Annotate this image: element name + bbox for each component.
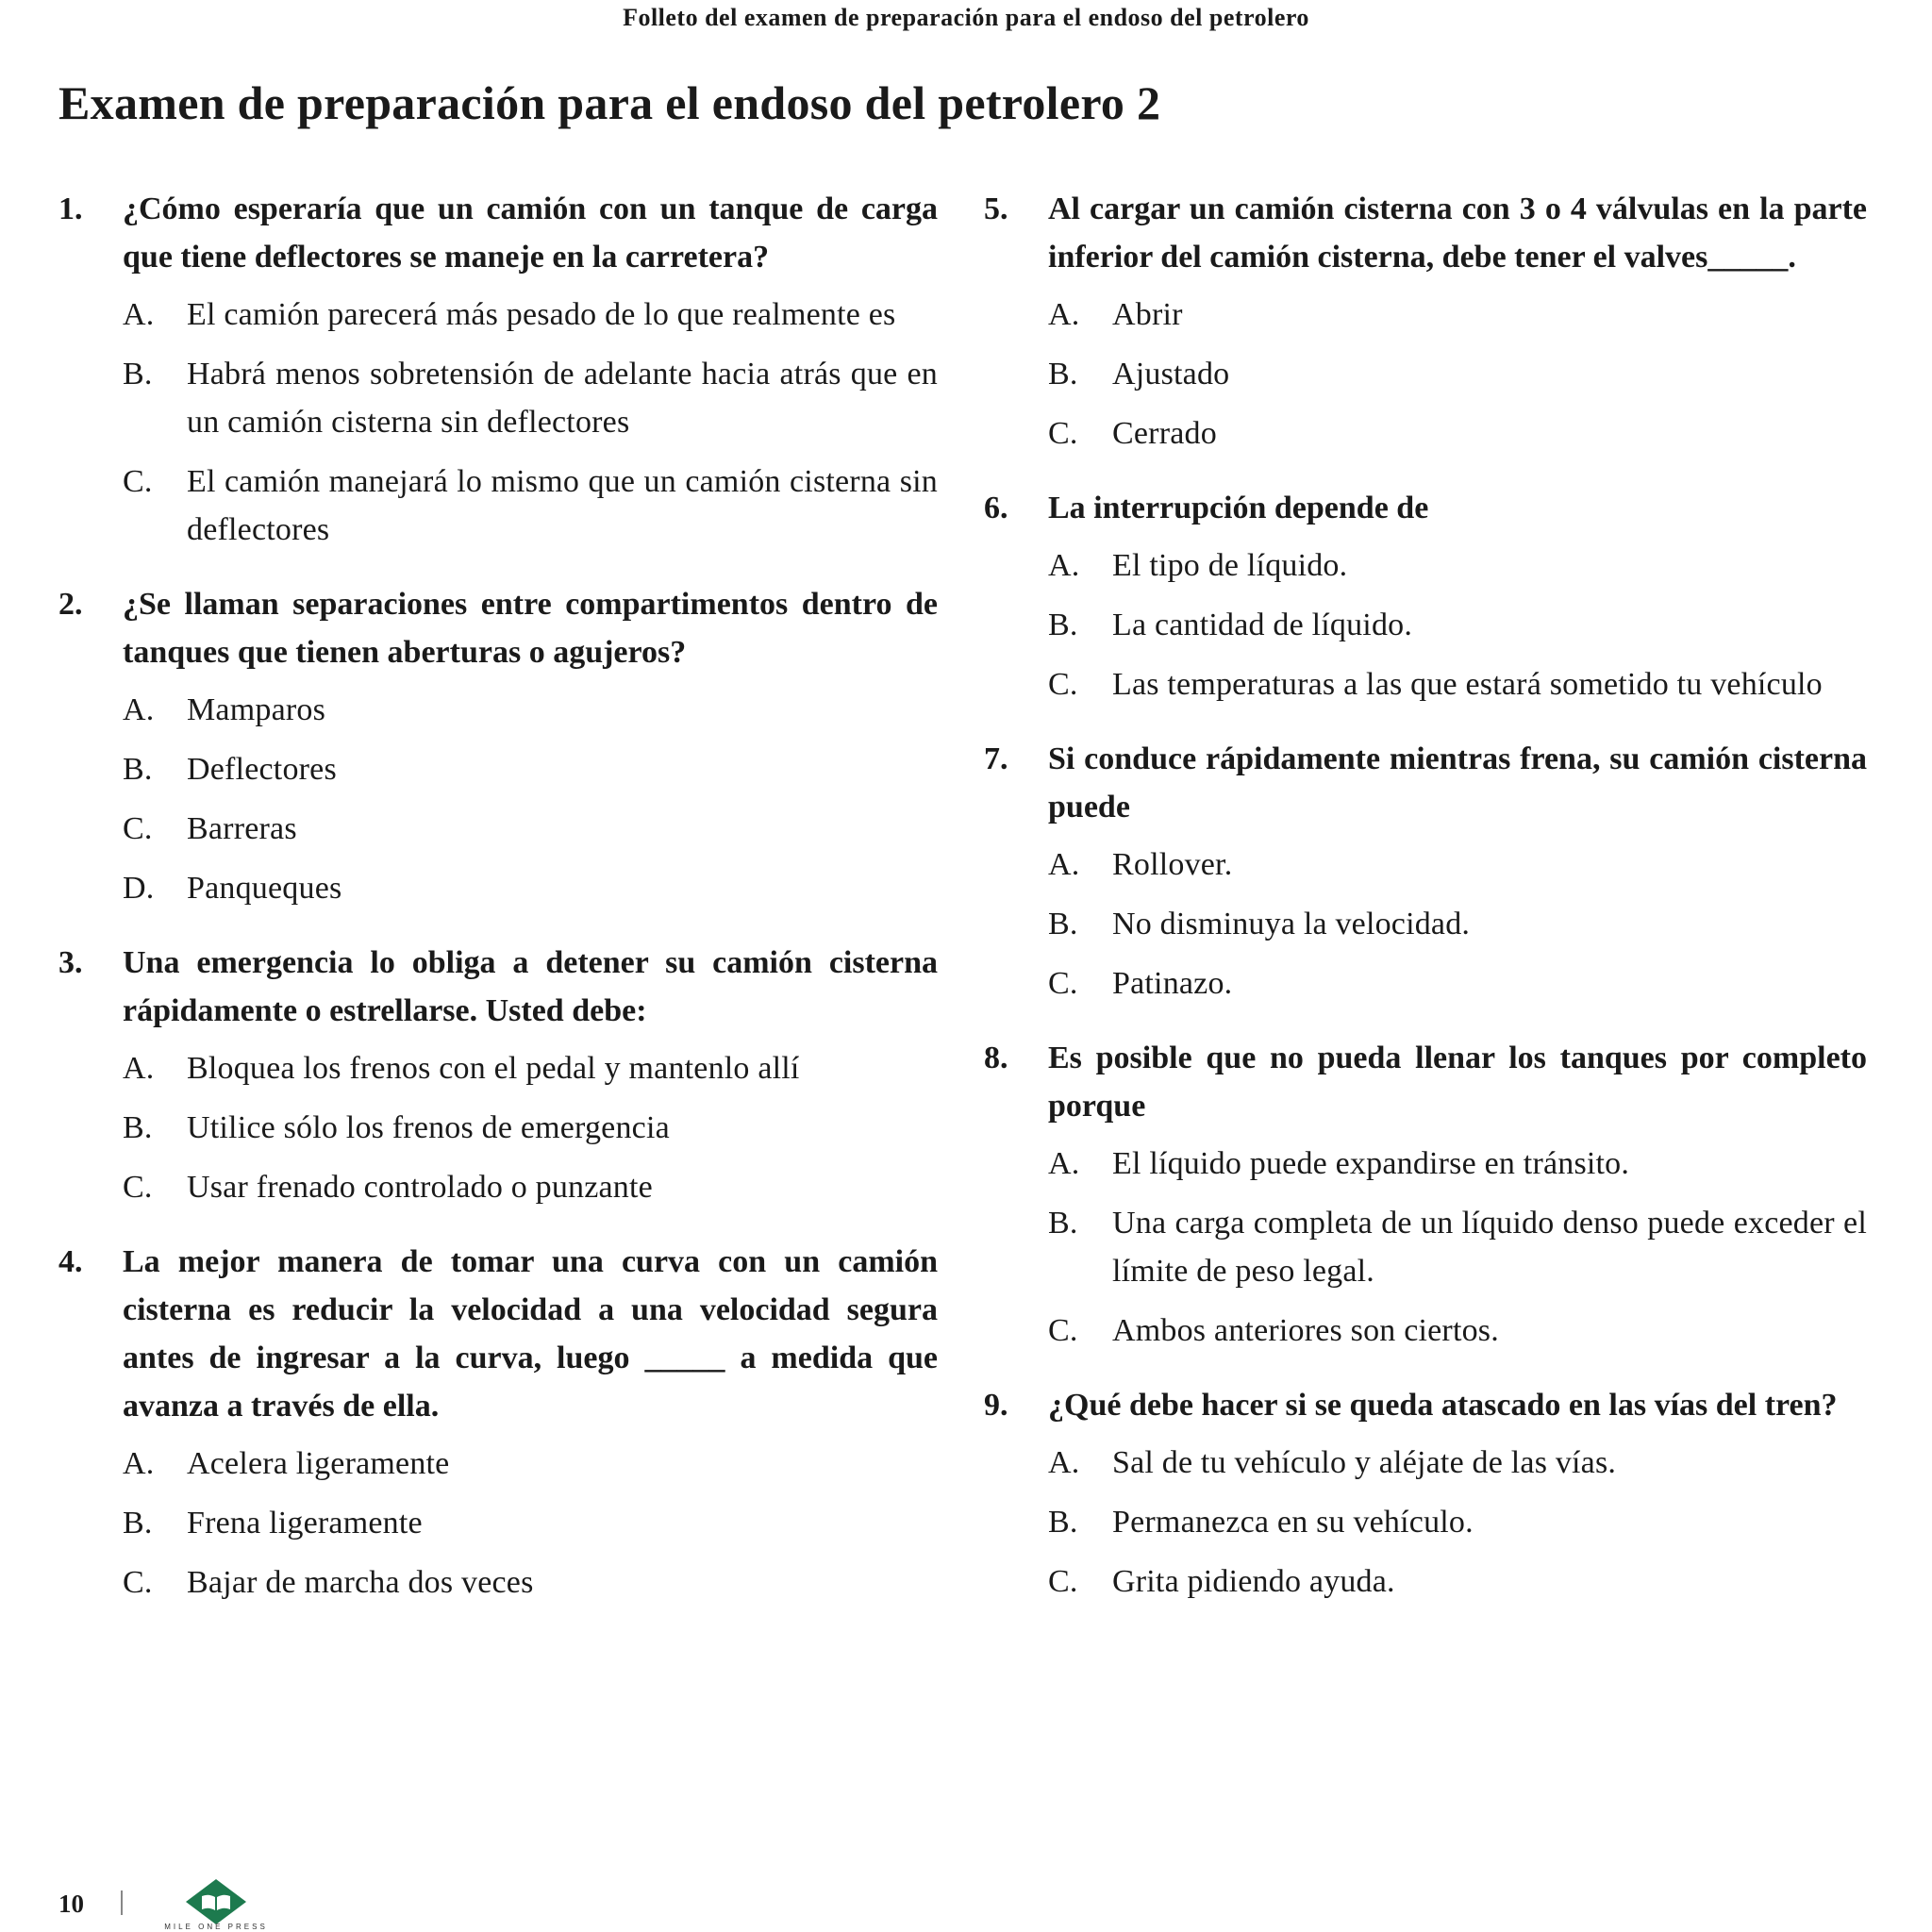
option-letter: B. bbox=[1048, 907, 1078, 941]
option-letter: D. bbox=[123, 871, 155, 906]
question-text: ¿Cómo esperaría que un camión con un tanque de carga que tiene deflectores se maneje en la carretera? bbox=[123, 192, 938, 275]
option-text: Mamparos bbox=[187, 692, 326, 727]
option-text: Patinazo. bbox=[1112, 966, 1233, 1001]
option-b bbox=[58, 350, 938, 446]
logo-book-left bbox=[202, 1895, 215, 1910]
question-number: 3. bbox=[58, 945, 83, 980]
option-letter: C. bbox=[123, 1565, 153, 1600]
options-list bbox=[984, 1439, 1867, 1606]
option-text: Acelera ligeramente bbox=[187, 1446, 450, 1481]
option-c bbox=[984, 1307, 1867, 1355]
option-letter: A. bbox=[1048, 548, 1080, 583]
question-2 bbox=[58, 580, 938, 912]
option-letter: C. bbox=[123, 811, 153, 846]
question-text: Es posible que no pueda llenar los tanques por completo porque bbox=[1048, 1041, 1867, 1124]
option-text: Grita pidiendo ayuda. bbox=[1112, 1564, 1395, 1599]
option-letter: A. bbox=[123, 1446, 155, 1481]
option-text: El camión manejará lo mismo que un camión cisterna sin deflectores bbox=[187, 464, 938, 547]
options-list bbox=[984, 841, 1867, 1008]
question-number: 5. bbox=[984, 192, 1008, 226]
option-c bbox=[984, 409, 1867, 458]
page-number: 10 bbox=[58, 1890, 84, 1918]
question-text: ¿Se llaman separaciones entre compartimentos dentro de tanques que tienen aberturas o agujeros? bbox=[123, 587, 938, 670]
options-list bbox=[984, 1140, 1867, 1355]
option-letter: B. bbox=[1048, 608, 1078, 642]
option-c bbox=[58, 1558, 938, 1607]
option-a bbox=[984, 841, 1867, 889]
left-column bbox=[58, 185, 938, 1633]
logo-book-right bbox=[217, 1895, 230, 1910]
option-letter: C. bbox=[123, 1170, 153, 1205]
option-a bbox=[984, 541, 1867, 590]
question-6 bbox=[984, 484, 1867, 708]
option-text: Abrir bbox=[1112, 297, 1183, 332]
option-letter: C. bbox=[1048, 667, 1078, 702]
question-text: Una emergencia lo obliga a detener su camión cisterna rápidamente o estrellarse. Usted debe: bbox=[123, 945, 938, 1028]
options-list bbox=[58, 1440, 938, 1607]
option-c bbox=[58, 458, 938, 554]
option-c bbox=[984, 660, 1867, 708]
option-text: Bajar de marcha dos veces bbox=[187, 1565, 534, 1600]
option-letter: B. bbox=[1048, 1206, 1078, 1241]
options-list bbox=[984, 291, 1867, 458]
option-a bbox=[58, 291, 938, 339]
option-a bbox=[58, 1044, 938, 1092]
option-a bbox=[984, 1439, 1867, 1487]
option-text: Una carga completa de un líquido denso puede exceder el límite de peso legal. bbox=[1112, 1206, 1867, 1289]
question-number: 6. bbox=[984, 491, 1008, 525]
options-list bbox=[58, 291, 938, 554]
option-text: La cantidad de líquido. bbox=[1112, 608, 1413, 642]
option-letter: B. bbox=[1048, 1505, 1078, 1540]
question-1 bbox=[58, 185, 938, 554]
option-letter: C. bbox=[1048, 966, 1078, 1001]
option-letter: A. bbox=[1048, 297, 1080, 332]
right-column bbox=[984, 185, 1867, 1632]
option-letter: A. bbox=[1048, 847, 1080, 882]
option-letter: B. bbox=[123, 1506, 153, 1541]
option-letter: B. bbox=[123, 1110, 153, 1145]
option-letter: A. bbox=[1048, 1445, 1080, 1480]
option-text: Deflectores bbox=[187, 752, 337, 787]
option-b bbox=[984, 900, 1867, 948]
question-4 bbox=[58, 1238, 938, 1607]
options-list bbox=[984, 541, 1867, 708]
option-letter: B. bbox=[1048, 357, 1078, 391]
option-text: El camión parecerá más pesado de lo que realmente es bbox=[187, 297, 896, 332]
question-text: Al cargar un camión cisterna con 3 o 4 válvulas en la parte inferior del camión cisterna, debe tener el valves_____. bbox=[1048, 192, 1867, 275]
question-9 bbox=[984, 1381, 1867, 1606]
question-text: La mejor manera de tomar una curva con un camión cisterna es reducir la velocidad a una velocidad segura antes de ingresar a la curva, luego _____ a medida que avanza a través de ella. bbox=[123, 1244, 938, 1424]
option-letter: B. bbox=[123, 752, 153, 787]
option-text: Habrá menos sobretensión de adelante hacia atrás que en un camión cisterna sin deflectores bbox=[187, 357, 938, 440]
option-c bbox=[984, 959, 1867, 1008]
question-text: Si conduce rápidamente mientras frena, su camión cisterna puede bbox=[1048, 741, 1867, 824]
option-text: El líquido puede expandirse en tránsito. bbox=[1112, 1146, 1630, 1181]
option-text: Utilice sólo los frenos de emergencia bbox=[187, 1110, 670, 1145]
option-b bbox=[984, 350, 1867, 398]
option-letter: A. bbox=[1048, 1146, 1080, 1181]
option-c bbox=[984, 1557, 1867, 1606]
question-8 bbox=[984, 1034, 1867, 1355]
question-7 bbox=[984, 735, 1867, 1008]
question-number: 4. bbox=[58, 1244, 83, 1279]
question-number: 8. bbox=[984, 1041, 1008, 1075]
options-list bbox=[58, 686, 938, 912]
option-letter: B. bbox=[123, 357, 153, 391]
question-number: 9. bbox=[984, 1388, 1008, 1423]
question-number: 1. bbox=[58, 192, 83, 226]
option-a bbox=[984, 1140, 1867, 1188]
options-list bbox=[58, 1044, 938, 1211]
question-text: La interrupción depende de bbox=[1048, 491, 1429, 525]
option-text: Panqueques bbox=[187, 871, 342, 906]
option-a bbox=[58, 686, 938, 734]
publisher-name: MILE ONE PRESS bbox=[164, 1923, 268, 1931]
question-number: 2. bbox=[58, 587, 83, 622]
option-letter: C. bbox=[1048, 1564, 1078, 1599]
option-a bbox=[58, 1440, 938, 1488]
option-b bbox=[984, 1498, 1867, 1546]
option-b bbox=[984, 1199, 1867, 1295]
option-letter: C. bbox=[1048, 1313, 1078, 1348]
option-text: Barreras bbox=[187, 811, 297, 846]
option-text: Rollover. bbox=[1112, 847, 1233, 882]
option-text: Frena ligeramente bbox=[187, 1506, 423, 1541]
option-text: Las temperaturas a las que estará sometido tu vehículo bbox=[1112, 667, 1823, 702]
option-text: Sal de tu vehículo y aléjate de las vías. bbox=[1112, 1445, 1617, 1480]
running-header: Folleto del examen de preparación para el endoso del petrolero bbox=[623, 4, 1309, 31]
question-3 bbox=[58, 939, 938, 1211]
option-text: Ajustado bbox=[1112, 357, 1230, 391]
question-5 bbox=[984, 185, 1867, 458]
option-b bbox=[58, 1499, 938, 1547]
logo-diamond bbox=[186, 1879, 246, 1924]
option-b bbox=[58, 1104, 938, 1152]
option-letter: C. bbox=[1048, 416, 1078, 451]
option-a bbox=[984, 291, 1867, 339]
question-number: 7. bbox=[984, 741, 1008, 776]
page-title: Examen de preparación para el endoso del petrolero 2 bbox=[58, 76, 1161, 129]
option-text: Ambos anteriores son ciertos. bbox=[1112, 1313, 1499, 1348]
option-text: Usar frenado controlado o punzante bbox=[187, 1170, 653, 1205]
option-b bbox=[58, 745, 938, 793]
option-letter: C. bbox=[123, 464, 153, 499]
option-d bbox=[58, 864, 938, 912]
option-text: Bloquea los frenos con el pedal y mantenlo allí bbox=[187, 1051, 800, 1086]
option-letter: A. bbox=[123, 1051, 155, 1086]
option-letter: A. bbox=[123, 297, 155, 332]
option-b bbox=[984, 601, 1867, 649]
option-c bbox=[58, 805, 938, 853]
option-letter: A. bbox=[123, 692, 155, 727]
option-text: Cerrado bbox=[1112, 416, 1217, 451]
option-text: No disminuya la velocidad. bbox=[1112, 907, 1471, 941]
question-text: ¿Qué debe hacer si se queda atascado en las vías del tren? bbox=[1048, 1388, 1838, 1423]
option-c bbox=[58, 1163, 938, 1211]
option-text: El tipo de líquido. bbox=[1112, 548, 1348, 583]
footer-divider bbox=[121, 1890, 123, 1915]
option-text: Permanezca en su vehículo. bbox=[1112, 1505, 1474, 1540]
